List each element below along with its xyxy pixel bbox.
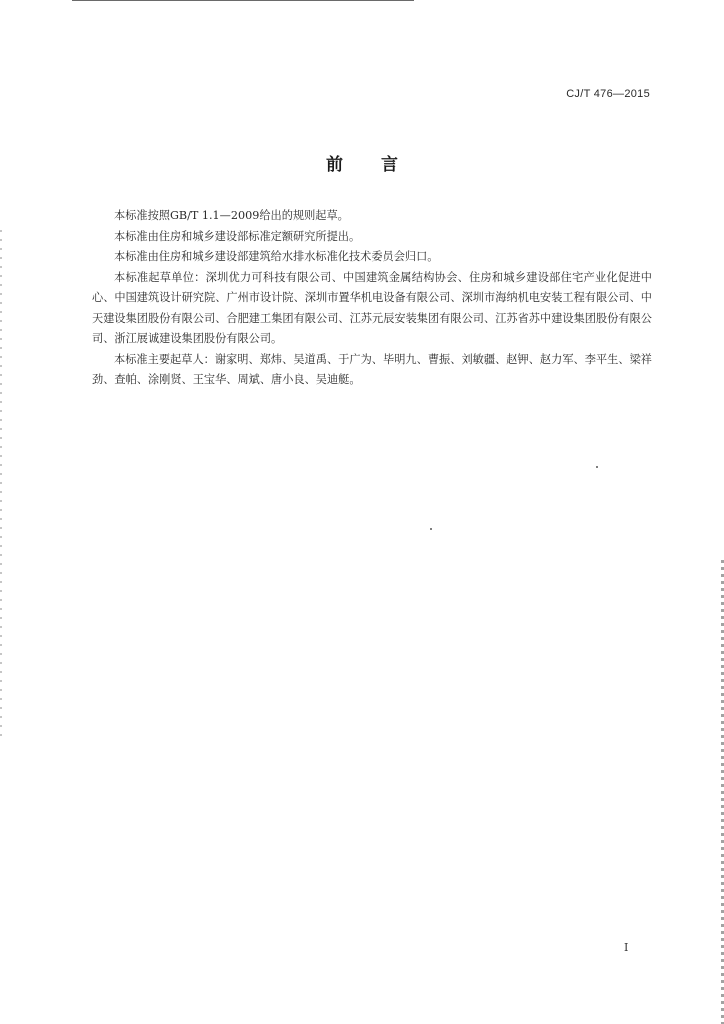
page-number: I [624,941,629,954]
scan-border-line [72,0,414,1]
scan-edge-noise-left [0,230,2,740]
scan-speck [430,528,432,530]
paragraph-drafting-units: 本标准起草单位：深圳优力可科技有限公司、中国建筑金属结构协会、住房和城乡建设部住宅产业化促进中心、中国建筑设计研究院、广州市设计院、深圳市置华机电设备有限公司、深圳市海纳机电安装工程有限公司、中天建设集团股份有限公司、合肥建工集团有限公司、江苏元辰安装集团有限公司、江苏省苏中建设集团股份有限公司、浙江展诚建设集团股份有限公司。 [92,270,652,345]
document-code: CJ/T 476—2015 [566,88,650,100]
paragraph-drafting-rules: 本标准按照GB/T 1.1—2009给出的规则起草。 [114,209,349,222]
paragraph-main-drafters: 本标准主要起草人：谢家明、郑炜、吴道禹、于广为、毕明九、曹振、刘敏疆、赵钾、赵力军、李平生、梁祥劲、查帕、涂刚贤、王宝华、周斌、唐小良、吴迪艇。 [92,352,652,386]
foreword-body [92,206,652,391]
paragraph-proposer: 本标准由住房和城乡建设部标准定额研究所提出。 [114,229,361,243]
scan-speck [596,466,598,468]
paragraph-administrator: 本标准由住房和城乡建设部建筑给水排水标准化技术委员会归口。 [114,250,439,263]
page-title: 前言 [326,155,436,175]
